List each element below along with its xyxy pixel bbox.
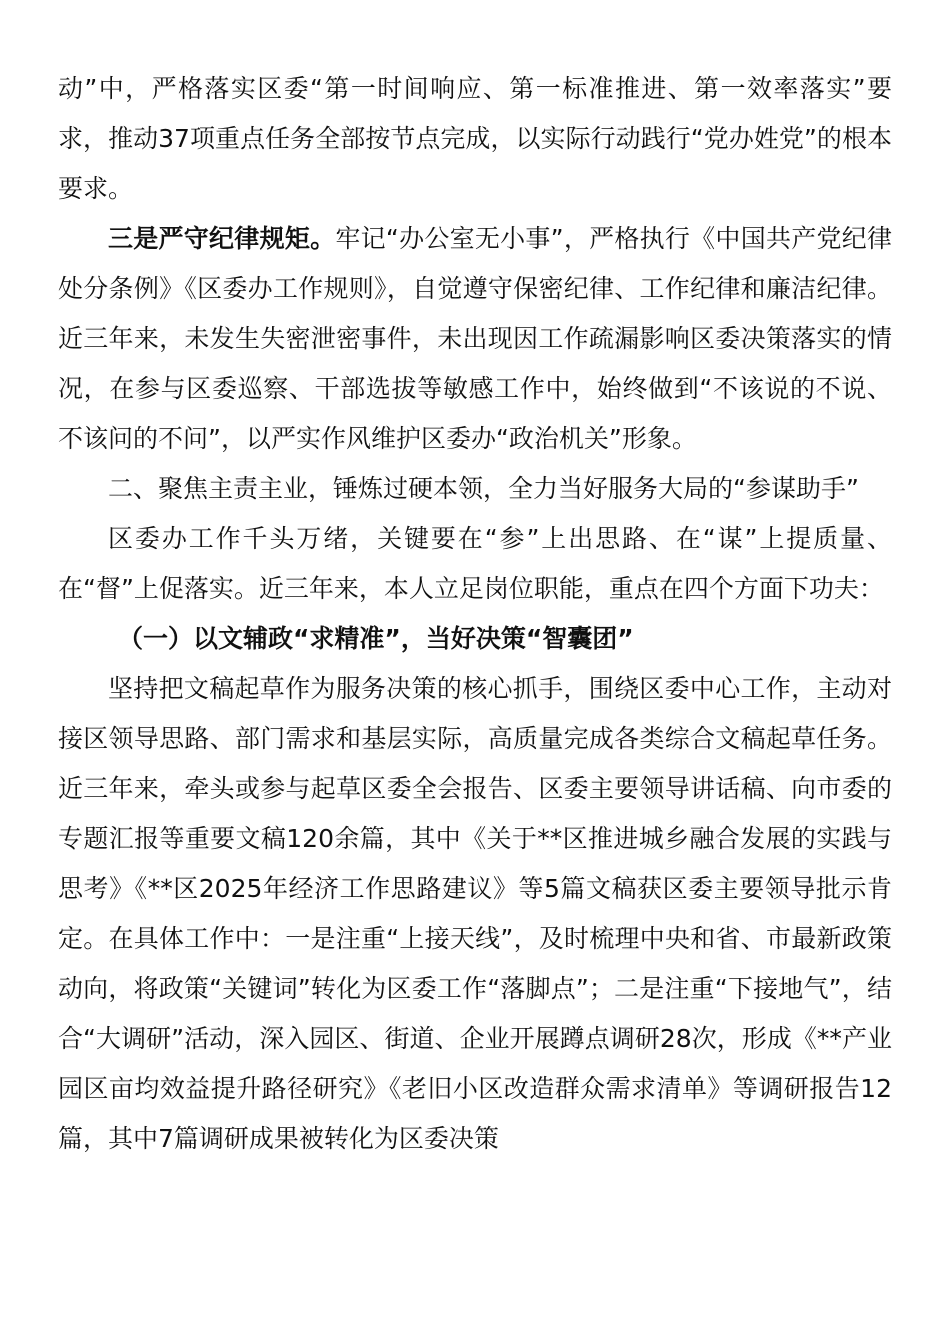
paragraph-intro: 区委办工作千头万绪，关键要在“参”上出思路、在“谋”上提质量、在“督”上促落实。近三年来，本人立足岗位职能，重点在四个方面下功夫： xyxy=(58,524,892,603)
paragraph-body-text: 牢记“办公室无小事”，严格执行《中国共产党纪律处分条例》《区委办工作规则》，自觉遵守保密纪律、工作纪律和廉洁纪律。近三年来，未发生失密泄密事件，未出现因工作疏漏影响区委决策落实的情况，在参与区委巡察、干部选拔等敏感工作中，始终做到“不该说的不说、不该问的不问”，以严实作风维护区委办“政治机关”形象。 xyxy=(58,224,892,453)
paragraph-drafting: 坚持把文稿起草作为服务决策的核心抓手，围绕区委中心工作，主动对接区领导思路、部门需求和基层实际，高质量完成各类综合文稿起草任务。近三年来，牵头或参与起草区委全会报告、区委主要领导讲话稿、向市委的专题汇报等重要文稿120余篇，其中《关于**区推进城乡融合发展的实践与思考》《**区2025年经济工作思路建议》等5篇文稿获区委主要领导批示肯定。在具体工作中：一是注重“上接天线”，及时梳理中央和省、市最新政策动向，将政策“关键词”转化为区委工作“落脚点”；二是注重“下接地气”，结合“大调研”活动，深入园区、街道、企业开展蹲点调研28次，形成《**产业园区亩均效益提升路径研究》《老旧小区改造群众需求清单》等调研报告12篇，其中7篇调研成果被转化为区委决策 xyxy=(58,674,892,1153)
paragraph-discipline xyxy=(58,214,892,464)
subsection-heading: （一）以文辅政“求精准”，当好决策“智囊团” xyxy=(118,624,634,653)
document-body xyxy=(58,64,892,1164)
paragraph-lead-bold: 三是严守纪律规矩。 xyxy=(108,224,336,253)
paragraph-continuation: 动”中，严格落实区委“第一时间响应、第一标准推进、第一效率落实”要求，推动37项重点任务全部按节点完成，以实际行动践行“党办姓党”的根本要求。 xyxy=(58,74,892,203)
section-heading: 二、聚焦主责主业，锤炼过硬本领，全力当好服务大局的“参谋助手” xyxy=(108,474,859,503)
